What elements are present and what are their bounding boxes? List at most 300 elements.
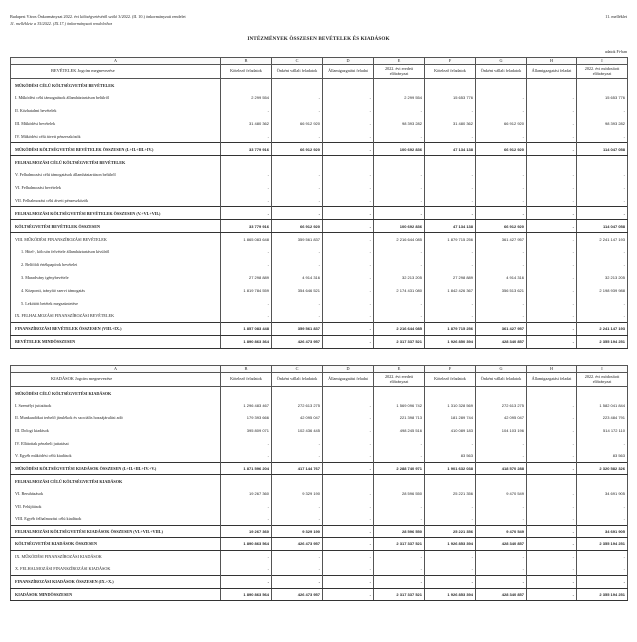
- expense-col-header: Önként vállalt feladatok: [272, 373, 323, 387]
- revenue-cell: -: [323, 233, 374, 246]
- revenue-label-header: BEVÉTELEK Jogcím megnevezése: [11, 65, 221, 79]
- revenue-col-letter: A: [11, 58, 221, 65]
- expense-row: [11, 512, 628, 525]
- revenue-cell: 2 174 431 080: [374, 284, 425, 297]
- revenue-row-label: V. Felhalmozási célú támogatások államháztartáson belülről: [11, 168, 221, 181]
- expense-cell: -: [476, 563, 527, 576]
- revenue-cell: -: [374, 194, 425, 207]
- revenue-col-letter: C: [272, 58, 323, 65]
- expense-row: [11, 525, 628, 538]
- expense-cell: 1 890 863 564: [221, 538, 272, 551]
- revenue-row-label: 5. Lekötött betétek megszüntetése: [11, 297, 221, 310]
- revenue-row-label: I. Működési célú támogatások államháztartáson belülről: [11, 91, 221, 104]
- expense-table: [10, 365, 628, 601]
- expense-cell: 2 288 740 971: [374, 462, 425, 475]
- revenue-cell: -: [221, 181, 272, 194]
- revenue-cell: 354 646 521: [272, 284, 323, 297]
- revenue-cell: [221, 79, 272, 92]
- expense-cell: [425, 475, 476, 488]
- revenue-cell: -: [323, 271, 374, 284]
- revenue-cell: -: [425, 207, 476, 220]
- expense-cell: -: [323, 512, 374, 525]
- expense-cell: -: [221, 449, 272, 462]
- revenue-col-header: 2022. évi eredeti előirányzat: [374, 65, 425, 79]
- revenue-cell: 4 914 316: [272, 271, 323, 284]
- page-title: INTÉZMÉNYEK ÖSSZESEN BEVÉTELEK ÉS KIADÁSOK: [247, 36, 390, 42]
- revenue-cell: [221, 156, 272, 169]
- revenue-cell: -: [374, 130, 425, 143]
- revenue-cell: -: [272, 168, 323, 181]
- revenue-cell: [476, 79, 527, 92]
- revenue-cell: -: [425, 104, 476, 117]
- expense-cell: -: [323, 500, 374, 513]
- revenue-row: [11, 104, 628, 117]
- revenue-cell: -: [374, 258, 425, 271]
- expense-cell: -: [374, 575, 425, 588]
- expense-row-label: KIADÁSOK MINDÖSSZESEN: [11, 588, 221, 601]
- revenue-row: [11, 207, 628, 220]
- revenue-cell: -: [425, 297, 476, 310]
- expense-col-letter: H: [527, 366, 577, 373]
- revenue-cell: -: [323, 310, 374, 323]
- revenue-row: [11, 233, 628, 246]
- expense-row-label: VIII. Egyéb felhalmozási célú kiadások: [11, 512, 221, 525]
- revenue-cell: [374, 156, 425, 169]
- revenue-row: [11, 79, 628, 92]
- revenue-cell: -: [272, 207, 323, 220]
- revenue-cell: -: [527, 91, 577, 104]
- revenue-cell: -: [527, 284, 577, 297]
- expense-cell: -: [374, 500, 425, 513]
- expense-cell: 1 310 328 569: [425, 399, 476, 412]
- revenue-cell: 2 198 939 988: [577, 284, 628, 297]
- revenue-cell: 2 317 337 521: [374, 335, 425, 348]
- expense-row: [11, 500, 628, 513]
- revenue-cell: -: [221, 168, 272, 181]
- expense-row-label: VII. Felújítások: [11, 500, 221, 513]
- revenue-col-letter: I: [577, 58, 628, 65]
- expense-cell: 2 317 337 521: [374, 588, 425, 601]
- expense-cell: [323, 475, 374, 488]
- expense-cell: -: [476, 437, 527, 450]
- expense-cell: -: [323, 462, 374, 475]
- revenue-cell: 1 865 083 648: [221, 233, 272, 246]
- expense-cell: -: [527, 550, 577, 563]
- revenue-col-header: Önként vállalt feladatok: [272, 65, 323, 79]
- revenue-cell: -: [272, 181, 323, 194]
- revenue-col-header: 2022. évi módosított előirányzat: [577, 65, 628, 79]
- expense-cell: 2 355 194 251: [577, 588, 628, 601]
- revenue-cell: -: [272, 297, 323, 310]
- revenue-cell: -: [272, 258, 323, 271]
- revenue-col-letter: F: [425, 58, 476, 65]
- revenue-row: [11, 91, 628, 104]
- revenue-cell: -: [272, 194, 323, 207]
- revenue-row: [11, 220, 628, 233]
- revenue-column-letters: [11, 58, 628, 65]
- expense-row-label: FELHALMOZÁSI CÉLÚ KÖLTSÉGVETÉSI KIADÁSOK: [11, 475, 221, 488]
- expense-cell: -: [425, 500, 476, 513]
- expense-col-letter: A: [11, 366, 221, 373]
- revenue-row: [11, 181, 628, 194]
- revenue-cell: -: [323, 284, 374, 297]
- revenue-row-label: FELHALMOZÁSI KÖLTSÉGVETÉSI BEVÉTELEK ÖSSZESEN (V.+VI.+VII.): [11, 207, 221, 220]
- revenue-row-label: FELHALMOZÁSI CÉLÚ KÖLTSÉGVETÉSI BEVÉTELEK: [11, 156, 221, 169]
- expense-cell: -: [527, 412, 577, 425]
- expense-cell: [272, 475, 323, 488]
- revenue-cell: -: [577, 258, 628, 271]
- revenue-cell: -: [476, 207, 527, 220]
- header-line-1: Budapest Város Önkormányzat 2022. évi költségvetéséről szóló 3/2022. (II. 10.) önkormányzati rendelet: [10, 14, 186, 19]
- expense-cell: -: [221, 437, 272, 450]
- expense-cell: 25 221 356: [425, 525, 476, 538]
- expense-cell: 34 691 905: [577, 487, 628, 500]
- revenue-cell: 32 213 205: [577, 271, 628, 284]
- expense-cell: 223 484 791: [577, 412, 628, 425]
- expense-col-letter: B: [221, 366, 272, 373]
- revenue-cell: -: [527, 220, 577, 233]
- expense-cell: [323, 387, 374, 400]
- revenue-cell: 66 912 920: [476, 117, 527, 130]
- revenue-cell: -: [527, 258, 577, 271]
- revenue-cell: -: [425, 130, 476, 143]
- expense-cell: -: [527, 525, 577, 538]
- expense-row: [11, 412, 628, 425]
- expense-cell: 1 582 041 844: [577, 399, 628, 412]
- revenue-cell: 31 480 362: [221, 117, 272, 130]
- expense-cell: -: [374, 437, 425, 450]
- expense-row-label: I. Személyi juttatások: [11, 399, 221, 412]
- revenue-cell: -: [476, 168, 527, 181]
- expense-cell: -: [527, 462, 577, 475]
- revenue-cell: -: [527, 271, 577, 284]
- expense-cell: 428 340 857: [476, 538, 527, 551]
- revenue-cell: 114 047 058: [577, 143, 628, 156]
- expense-row-label: IV. Ellátottak pénzbeli juttatásai: [11, 437, 221, 450]
- expense-column-headers: [11, 373, 628, 387]
- expense-cell: -: [323, 525, 374, 538]
- revenue-cell: 47 134 138: [425, 143, 476, 156]
- revenue-row-label: KÖLTSÉGVETÉSI BEVÉTELEK ÖSSZESEN: [11, 220, 221, 233]
- revenue-row: [11, 194, 628, 207]
- revenue-row-label: II. Közhatalmi bevételek: [11, 104, 221, 117]
- revenue-cell: 15 653 776: [425, 91, 476, 104]
- revenue-cell: -: [577, 297, 628, 310]
- revenue-cell: 426 473 957: [272, 335, 323, 348]
- expense-cell: -: [221, 512, 272, 525]
- revenue-cell: -: [221, 207, 272, 220]
- expense-cell: -: [577, 550, 628, 563]
- expense-cell: 514 172 110: [577, 424, 628, 437]
- expense-col-header: Kötelező feladatok: [221, 373, 272, 387]
- revenue-cell: -: [323, 194, 374, 207]
- revenue-cell: 2 299 554: [221, 91, 272, 104]
- revenue-cell: 27 298 889: [221, 271, 272, 284]
- revenue-cell: -: [527, 117, 577, 130]
- revenue-cell: 1 857 083 448: [221, 323, 272, 336]
- revenue-cell: 66 912 920: [272, 117, 323, 130]
- expense-cell: -: [323, 399, 374, 412]
- revenue-cell: 1 842 426 367: [425, 284, 476, 297]
- revenue-cell: 33 779 916: [221, 143, 272, 156]
- expense-cell: -: [425, 563, 476, 576]
- expense-cell: 428 340 857: [476, 588, 527, 601]
- revenue-row: [11, 310, 628, 323]
- expense-cell: -: [577, 500, 628, 513]
- expense-cell: [374, 387, 425, 400]
- expense-cell: -: [577, 575, 628, 588]
- expense-cell: -: [577, 512, 628, 525]
- revenue-cell: -: [425, 194, 476, 207]
- expense-cell: -: [425, 437, 476, 450]
- revenue-cell: -: [527, 245, 577, 258]
- expense-row: [11, 424, 628, 437]
- expense-cell: 19 267 360: [221, 525, 272, 538]
- expense-cell: 34 691 905: [577, 525, 628, 538]
- expense-cell: -: [272, 449, 323, 462]
- expense-cell: -: [221, 575, 272, 588]
- revenue-cell: 15 653 776: [577, 91, 628, 104]
- revenue-cell: -: [323, 143, 374, 156]
- revenue-cell: [425, 79, 476, 92]
- revenue-cell: -: [527, 323, 577, 336]
- revenue-cell: -: [527, 130, 577, 143]
- expense-cell: -: [272, 437, 323, 450]
- expense-cell: -: [527, 437, 577, 450]
- revenue-row-label: 4. Központi, irányító szervi támogatás: [11, 284, 221, 297]
- expense-cell: [476, 387, 527, 400]
- revenue-cell: 359 561 837: [272, 233, 323, 246]
- expense-col-letter: I: [577, 366, 628, 373]
- expense-cell: -: [323, 538, 374, 551]
- expense-cell: 1 890 863 564: [221, 588, 272, 601]
- expense-row-label: X. FELHALMOZÁSI FINANSZÍROZÁSI KIADÁSOK: [11, 563, 221, 576]
- revenue-column-headers: [11, 65, 628, 79]
- expense-cell: 181 289 744: [425, 412, 476, 425]
- expense-cell: -: [425, 512, 476, 525]
- revenue-cell: -: [374, 207, 425, 220]
- revenue-cell: [323, 79, 374, 92]
- expense-cell: [527, 475, 577, 488]
- revenue-row: [11, 143, 628, 156]
- expense-row: [11, 399, 628, 412]
- revenue-cell: -: [476, 194, 527, 207]
- expense-cell: [272, 387, 323, 400]
- revenue-cell: -: [323, 220, 374, 233]
- revenue-cell: -: [323, 207, 374, 220]
- revenue-cell: 2 241 147 193: [577, 323, 628, 336]
- expense-cell: -: [323, 563, 374, 576]
- expense-cell: -: [272, 563, 323, 576]
- expense-cell: 42 095 047: [476, 412, 527, 425]
- revenue-col-header: Államigazgatási feladat: [323, 65, 374, 79]
- revenue-cell: 2 299 554: [374, 91, 425, 104]
- revenue-cell: 47 134 138: [425, 220, 476, 233]
- revenue-cell: [577, 156, 628, 169]
- revenue-cell: -: [221, 194, 272, 207]
- revenue-body: [11, 79, 628, 349]
- revenue-cell: 27 298 889: [425, 271, 476, 284]
- expense-row: [11, 575, 628, 588]
- expense-cell: -: [476, 575, 527, 588]
- revenue-cell: -: [527, 233, 577, 246]
- revenue-row-label: VI. Felhalmozási bevételek: [11, 181, 221, 194]
- revenue-row-label: VIII. MŰKÖDÉSI FINANSZÍROZÁSI BEVÉTELEK: [11, 233, 221, 246]
- expense-cell: -: [323, 437, 374, 450]
- expense-cell: [476, 475, 527, 488]
- expense-cell: -: [476, 449, 527, 462]
- expense-cell: -: [272, 575, 323, 588]
- expense-cell: 272 613 275: [272, 399, 323, 412]
- revenue-cell: -: [527, 335, 577, 348]
- expense-cell: -: [323, 487, 374, 500]
- expense-col-header: Államigazgatási feladat: [527, 373, 577, 387]
- expense-cell: 83 563: [577, 449, 628, 462]
- expense-cell: -: [425, 575, 476, 588]
- expense-col-header: 2022. évi módosított előirányzat: [577, 373, 628, 387]
- revenue-cell: -: [221, 130, 272, 143]
- revenue-cell: -: [425, 181, 476, 194]
- revenue-cell: -: [323, 323, 374, 336]
- expense-cell: 104 103 196: [476, 424, 527, 437]
- expense-row-label: MŰKÖDÉSI KÖLTSÉGVETÉSI KIADÁSOK ÖSSZESEN (I.+II.+III.+IV.+V.): [11, 462, 221, 475]
- revenue-row: [11, 335, 628, 348]
- expense-cell: -: [374, 563, 425, 576]
- expense-cell: -: [527, 487, 577, 500]
- revenue-cell: [272, 79, 323, 92]
- revenue-cell: -: [476, 245, 527, 258]
- revenue-cell: [577, 79, 628, 92]
- revenue-cell: -: [323, 117, 374, 130]
- revenue-cell: -: [221, 245, 272, 258]
- revenue-cell: -: [374, 310, 425, 323]
- expense-cell: -: [323, 449, 374, 462]
- revenue-cell: -: [272, 91, 323, 104]
- expense-row-label: KÖLTSÉGVETÉSI KIADÁSOK ÖSSZESEN: [11, 538, 221, 551]
- expense-cell: [425, 387, 476, 400]
- expense-cell: -: [527, 500, 577, 513]
- expense-col-header: Kötelező feladatok: [425, 373, 476, 387]
- revenue-cell: -: [272, 104, 323, 117]
- expense-row: [11, 538, 628, 551]
- expense-cell: [221, 387, 272, 400]
- expense-cell: 19 267 360: [221, 487, 272, 500]
- expense-cell: [577, 387, 628, 400]
- expense-cell: 1 926 853 394: [425, 538, 476, 551]
- expense-cell: 418 570 288: [476, 462, 527, 475]
- revenue-cell: -: [374, 168, 425, 181]
- revenue-col-letter: B: [221, 58, 272, 65]
- revenue-cell: -: [221, 104, 272, 117]
- expense-row: [11, 462, 628, 475]
- revenue-cell: -: [425, 258, 476, 271]
- revenue-cell: 1 819 784 559: [221, 284, 272, 297]
- revenue-row-label: III. Működési bevételek: [11, 117, 221, 130]
- expense-cell: -: [221, 550, 272, 563]
- expense-cell: 1 569 096 742: [374, 399, 425, 412]
- expense-cell: -: [476, 550, 527, 563]
- revenue-cell: -: [272, 310, 323, 323]
- revenue-cell: -: [476, 130, 527, 143]
- revenue-cell: [527, 156, 577, 169]
- expense-row: [11, 437, 628, 450]
- revenue-cell: 66 912 920: [272, 143, 323, 156]
- revenue-cell: -: [323, 181, 374, 194]
- expense-row: [11, 475, 628, 488]
- expense-cell: -: [272, 500, 323, 513]
- revenue-cell: 1 879 715 256: [425, 323, 476, 336]
- expense-cell: 9 470 549: [476, 487, 527, 500]
- revenue-cell: -: [323, 130, 374, 143]
- expense-row-label: IX. MŰKÖDÉSI FINANSZÍROZÁSI KIADÁSOK: [11, 550, 221, 563]
- revenue-row-label: MŰKÖDÉSI CÉLÚ KÖLTSÉGVETÉSI BEVÉTELEK: [11, 79, 221, 92]
- expense-cell: -: [221, 563, 272, 576]
- revenue-row: [11, 117, 628, 130]
- revenue-cell: -: [476, 297, 527, 310]
- revenue-col-letter: D: [323, 58, 374, 65]
- expense-cell: 179 393 666: [221, 412, 272, 425]
- revenue-cell: 1 890 863 364: [221, 335, 272, 348]
- expense-cell: 426 473 957: [272, 588, 323, 601]
- expense-col-letter: E: [374, 366, 425, 373]
- expense-cell: 2 355 194 251: [577, 538, 628, 551]
- revenue-col-letter: H: [527, 58, 577, 65]
- expense-cell: 28 596 550: [374, 487, 425, 500]
- expense-row: [11, 449, 628, 462]
- expense-col-letter: G: [476, 366, 527, 373]
- revenue-cell: -: [476, 181, 527, 194]
- header-annex-label: 11. melléklet: [605, 14, 627, 19]
- expense-cell: 221 398 713: [374, 412, 425, 425]
- revenue-cell: 2 216 644 085: [374, 233, 425, 246]
- revenue-cell: 100 692 836: [374, 220, 425, 233]
- revenue-cell: -: [425, 310, 476, 323]
- revenue-cell: -: [527, 143, 577, 156]
- expense-cell: -: [527, 563, 577, 576]
- expense-cell: -: [527, 399, 577, 412]
- expense-row-label: FINANSZÍROZÁSI KIADÁSOK ÖSSZESEN (IX.+X.): [11, 575, 221, 588]
- expense-cell: -: [476, 512, 527, 525]
- revenue-cell: -: [374, 181, 425, 194]
- revenue-row-label: 2. Belföldi értékpapírok bevételei: [11, 258, 221, 271]
- revenue-row: [11, 258, 628, 271]
- revenue-row: [11, 130, 628, 143]
- revenue-cell: -: [577, 310, 628, 323]
- revenue-cell: [425, 156, 476, 169]
- expense-cell: 1 871 596 204: [221, 462, 272, 475]
- revenue-row-label: 1. Hitel-, kölcsön felvétele államháztartáson kívülről: [11, 245, 221, 258]
- expense-cell: 417 144 767: [272, 462, 323, 475]
- revenue-row-label: IX. FELHALMOZÁSI FINANSZÍROZÁSI BEVÉTELEK: [11, 310, 221, 323]
- expense-row-label: FELHALMOZÁSI KÖLTSÉGVETÉSI KIADÁSOK ÖSSZESEN (VI.+VII.+VIII.): [11, 525, 221, 538]
- revenue-cell: -: [476, 310, 527, 323]
- revenue-row-label: FINANSZÍROZÁSI BEVÉTELEK ÖSSZESEN (VIII.+IX.): [11, 323, 221, 336]
- expense-cell: -: [323, 550, 374, 563]
- expense-row: [11, 487, 628, 500]
- revenue-cell: [272, 156, 323, 169]
- expense-label-header: KIADÁSOK Jogcím megnevezése: [11, 373, 221, 387]
- revenue-cell: 32 213 205: [374, 271, 425, 284]
- revenue-cell: -: [527, 181, 577, 194]
- revenue-cell: -: [272, 245, 323, 258]
- unit-label: adatok Ft-ban: [604, 49, 627, 54]
- revenue-cell: [374, 79, 425, 92]
- revenue-cell: -: [577, 130, 628, 143]
- expense-cell: -: [323, 588, 374, 601]
- revenue-cell: 33 779 916: [221, 220, 272, 233]
- expense-cell: [527, 387, 577, 400]
- revenue-cell: -: [221, 258, 272, 271]
